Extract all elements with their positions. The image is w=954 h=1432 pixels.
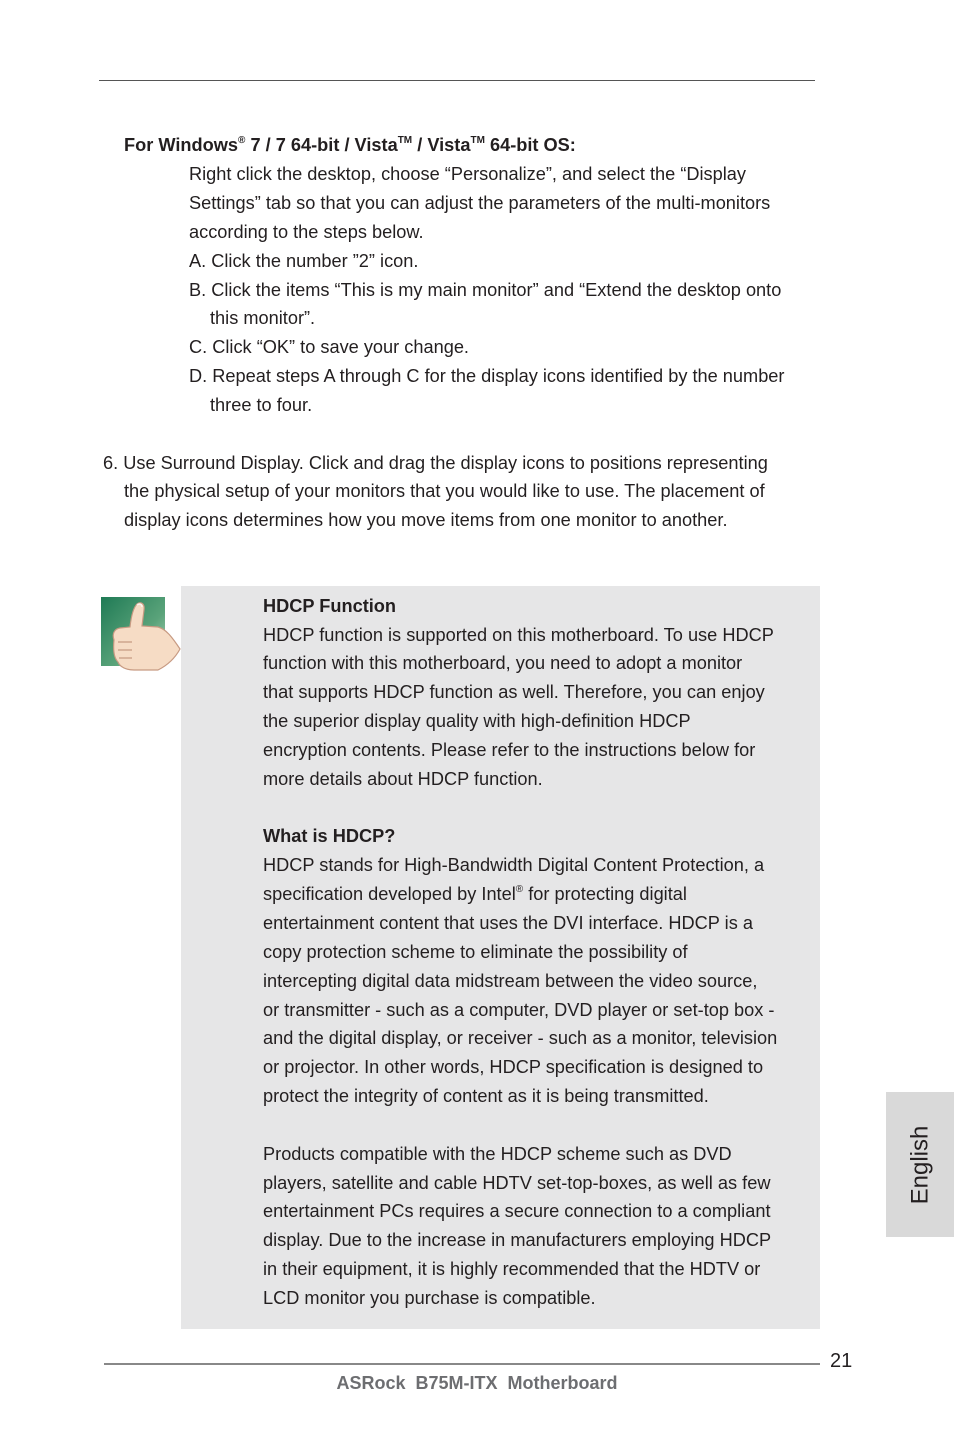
hdcp-line: more details about HDCP function.	[263, 769, 543, 789]
what-line: intercepting digital data midstream between the video source,	[263, 971, 758, 991]
what-line: or transmitter - such as a computer, DVD player or set-top box -	[263, 1000, 775, 1020]
products-line: Products compatible with the HDCP scheme such as DVD	[263, 1144, 732, 1164]
what-line: entertainment content that uses the DVI interface. HDCP is a	[263, 913, 753, 933]
hdcp-line: that supports HDCP function as well. Therefore, you can enjoy	[263, 682, 765, 702]
products-line: in their equipment, it is highly recommended that the HDTV or	[263, 1259, 761, 1279]
intro-line: according to the steps below.	[189, 222, 424, 242]
footer-product-name: ASRock B75M-ITX Motherboard	[336, 1373, 618, 1393]
what-line: or projector. In other words, HDCP specification is designed to	[263, 1057, 764, 1077]
what-line: specification developed by Intel® for protecting digital	[263, 884, 687, 904]
what-line: and the digital display, or receiver - such as a monitor, television	[263, 1028, 778, 1048]
step-6-line: 6. Use Surround Display. Click and drag the display icons to positions representing	[103, 453, 768, 473]
page-number: 21	[830, 1350, 853, 1372]
step-6-line: display icons determines how you move items from one monitor to another.	[124, 510, 728, 530]
what-line: copy protection scheme to eliminate the possibility of	[263, 942, 688, 962]
what-line: HDCP stands for High-Bandwidth Digital Content Protection, a	[263, 855, 765, 875]
hdcp-line: the superior display quality with high-definition HDCP	[263, 711, 691, 731]
language-tab-label: English	[906, 1125, 933, 1204]
products-line: display. Due to the increase in manufacturers employing HDCP	[263, 1230, 772, 1250]
language-tab	[886, 1092, 954, 1237]
windows-heading: For Windows® 7 / 7 64-bit / Vista™ / Vista™ 64-bit OS:	[124, 135, 576, 155]
intro-line: Right click the desktop, choose “Personalize”, and select the “Display	[189, 164, 747, 184]
what-is-hdcp-title: What is HDCP?	[263, 826, 396, 846]
step-b-continued: this monitor”.	[210, 308, 316, 328]
step-d: D. Repeat steps A through C for the display icons identified by the number	[189, 366, 785, 386]
header-rule	[99, 80, 815, 81]
thumbs-up-icon	[100, 596, 184, 674]
intro-line: Settings” tab so that you can adjust the parameters of the multi-monitors	[189, 193, 771, 213]
hdcp-title: HDCP Function	[263, 596, 397, 616]
products-line: entertainment PCs requires a secure connection to a compliant	[263, 1201, 771, 1221]
hdcp-line: HDCP function is supported on this motherboard. To use HDCP	[263, 625, 774, 645]
products-line: players, satellite and cable HDTV set-top-boxes, as well as few	[263, 1173, 771, 1193]
hdcp-line: encryption contents. Please refer to the instructions below for	[263, 740, 756, 760]
step-c: C. Click “OK” to save your change.	[189, 337, 469, 357]
footer-rule	[104, 1363, 820, 1365]
what-line: protect the integrity of content as it is being transmitted.	[263, 1086, 709, 1106]
step-6-line: the physical setup of your monitors that you would like to use. The placement of	[124, 481, 765, 501]
hdcp-line: function with this motherboard, you need to adopt a monitor	[263, 653, 743, 673]
step-a: A. Click the number ”2” icon.	[189, 251, 419, 271]
step-d-continued: three to four.	[210, 395, 313, 415]
step-b: B. Click the items “This is my main monitor” and “Extend the desktop onto	[189, 280, 782, 300]
products-line: LCD monitor you purchase is compatible.	[263, 1288, 596, 1308]
